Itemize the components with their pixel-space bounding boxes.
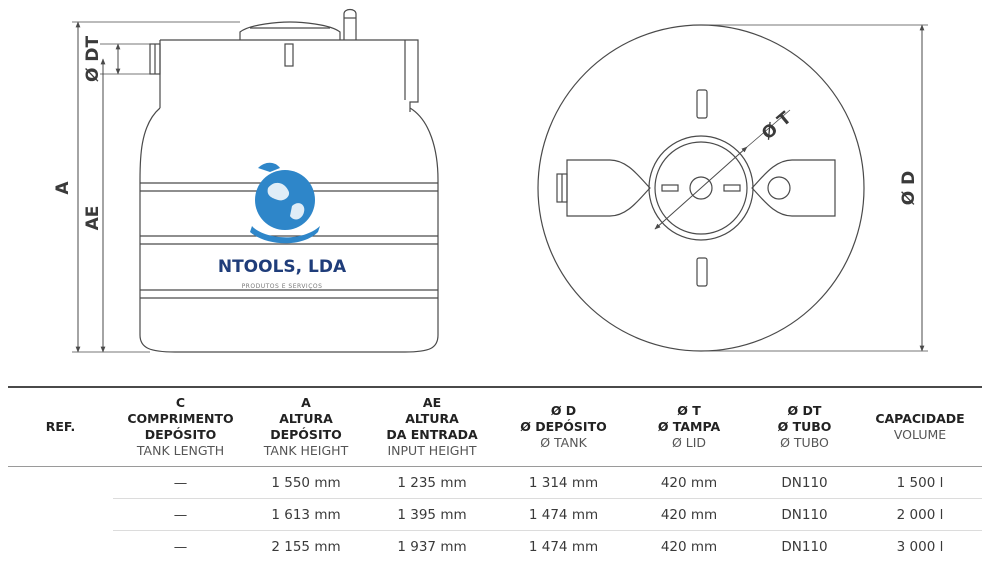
dim-label-d: Ø D [899,170,919,206]
cell-capacity: 3 000 l [858,531,982,563]
cell-tank-height: 1 550 mm [271,474,341,491]
dim-label-dt: Ø DT [83,35,103,83]
dim-label-ae: AE [83,205,103,231]
cell-lid-diameter: 420 mm [660,474,718,491]
table-row [8,467,982,499]
table-row [8,499,982,531]
cell-pipe-diameter: DN110 [781,474,828,491]
cell-input-height: 1 395 mm [364,499,500,531]
cell-lid-diameter: 420 mm [627,499,751,531]
brand-name: NTOOLS, LDA [217,257,347,277]
cell-lid-diameter: 420 mm [627,531,751,563]
cell-tank-length: — [113,499,248,531]
cell-ref [8,499,113,531]
cell-ref [8,531,113,563]
table-row [8,531,982,563]
header-pipe-diameter: Ø DT Ø TUBO Ø TUBO [777,403,832,450]
cell-tank-length: — [113,531,248,563]
dim-label-t: Ø T [758,108,796,145]
cell-ref [8,467,113,499]
table-header-row [8,387,982,467]
cell-tank-diameter: 1 474 mm [500,499,627,531]
header-tank-height: A ALTURA DEPÓSITO TANK HEIGHT [263,395,349,458]
header-tank-diameter: Ø D Ø DEPÓSITO Ø TANK [520,403,607,450]
dim-label-a: A [53,181,73,195]
cell-tank-diameter: 1 314 mm [528,474,599,491]
cell-input-height: 1 937 mm [364,531,500,563]
header-ref: REF. [45,419,76,434]
brand-slogan: PRODUTOS E SERVIÇOS [241,283,323,290]
header-capacity: CAPACIDADE VOLUME [875,411,965,442]
header-tank-length: C COMPRIMENTO DEPÓSITO TANK LENGTH [127,395,234,458]
brand-logo [250,163,320,244]
header-input-height: AE ALTURA DA ENTRADA INPUT HEIGHT [386,395,478,458]
cell-pipe-diameter: DN110 [751,499,858,531]
cell-pipe-diameter: DN110 [751,531,858,563]
cell-capacity: 1 500 l [896,474,944,491]
cell-tank-height: 2 155 mm [248,531,364,563]
header-lid-diameter: Ø T Ø TAMPA Ø LID [657,403,721,450]
cell-tank-length: — [173,474,188,491]
cell-tank-height: 1 613 mm [248,499,364,531]
dimension-lines-top [655,25,928,351]
cell-capacity: 2 000 l [858,499,982,531]
specifications-table [8,386,982,562]
globe-icon [255,170,315,230]
cell-tank-diameter: 1 474 mm [500,531,627,563]
cell-input-height: 1 235 mm [397,474,467,491]
